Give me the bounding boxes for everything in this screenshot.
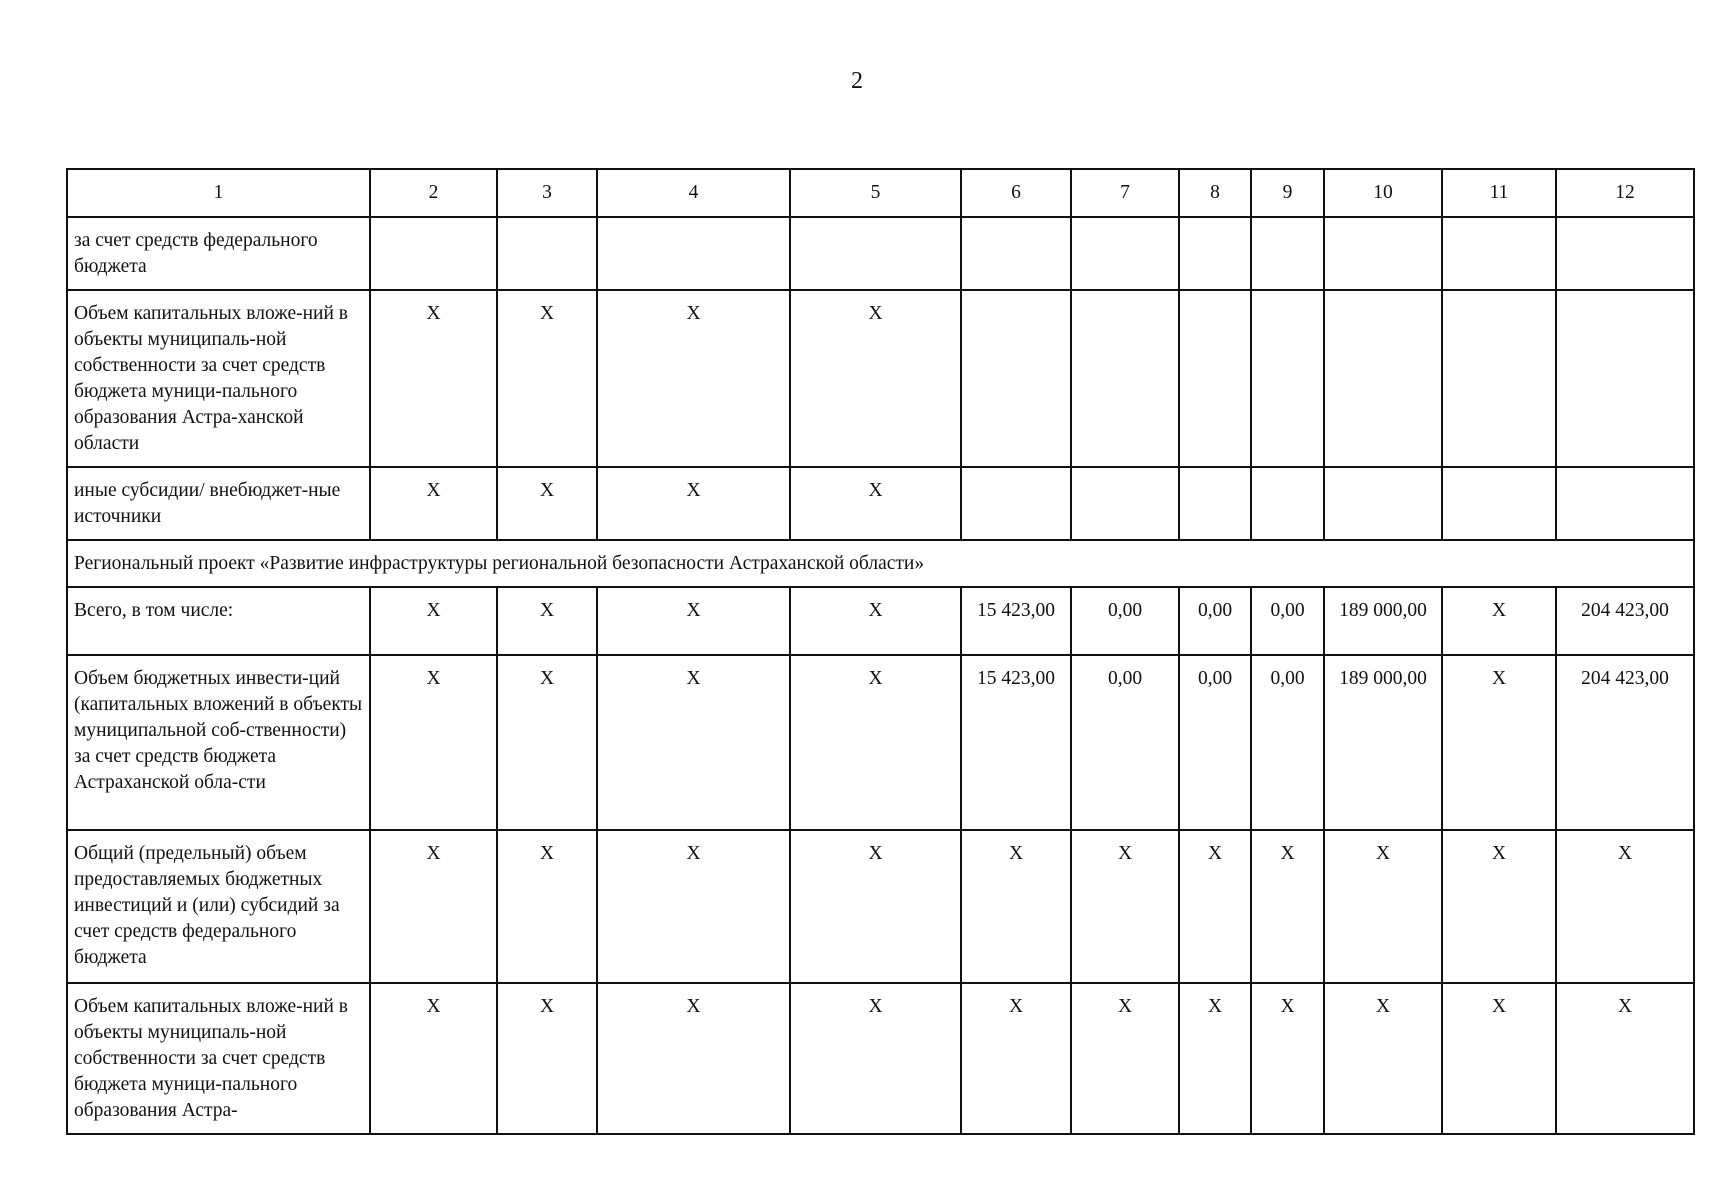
table-cell: X [597, 290, 790, 467]
table-cell [1556, 217, 1694, 290]
table-cell: X [370, 655, 497, 830]
row-label: за счет средств федерального бюджета [67, 217, 370, 290]
table-cell [961, 290, 1071, 467]
row-label: Объем капитальных вложе-ний в объекты муниципаль-ной собственности за счет средств бюджета муници-пального образования Астра- [67, 983, 370, 1134]
regional-project-title: Региональный проект «Развитие инфраструктуры региональной безопасности Астраханской области» [67, 540, 1694, 587]
table-cell: X [961, 830, 1071, 983]
table-cell [1324, 217, 1442, 290]
table-cell: 15 423,00 [961, 587, 1071, 655]
table-row-capital-investments [67, 290, 1694, 467]
row-label: иные субсидии/ внебюджет-ные источники [67, 467, 370, 540]
table-cell: 204 423,00 [1556, 587, 1694, 655]
page-number: 2 [851, 68, 863, 94]
table-row-federal-budget [67, 217, 1694, 290]
table-cell: 0,00 [1071, 587, 1179, 655]
table-cell: X [1324, 830, 1442, 983]
table-cell: X [790, 290, 961, 467]
table-cell: X [497, 983, 597, 1134]
table-cell [790, 217, 961, 290]
table-row-total [67, 587, 1694, 655]
table-cell [597, 217, 790, 290]
column-number: 5 [790, 169, 961, 217]
table-cell [961, 467, 1071, 540]
table-cell [1179, 467, 1251, 540]
column-number: 9 [1251, 169, 1324, 217]
table-cell: X [597, 983, 790, 1134]
table-cell: X [497, 467, 597, 540]
table-cell: X [790, 983, 961, 1134]
table-cell [497, 217, 597, 290]
table-cell: X [790, 587, 961, 655]
table-cell: X [1179, 983, 1251, 1134]
table-cell [1556, 290, 1694, 467]
table-cell: X [370, 290, 497, 467]
table-cell: 0,00 [1179, 655, 1251, 830]
table-cell [1324, 290, 1442, 467]
table-row-regional-project [67, 540, 1694, 587]
table-cell: X [370, 983, 497, 1134]
table-row-capital-investments-municipal [67, 983, 1694, 1134]
table-cell: X [497, 290, 597, 467]
table-cell: 189 000,00 [1324, 655, 1442, 830]
table-cell [1324, 467, 1442, 540]
column-number: 10 [1324, 169, 1442, 217]
table-cell: 0,00 [1251, 655, 1324, 830]
table-cell: X [597, 467, 790, 540]
table-cell [1251, 467, 1324, 540]
column-number: 8 [1179, 169, 1251, 217]
column-number: 6 [961, 169, 1071, 217]
table-cell: X [1324, 983, 1442, 1134]
table-cell [961, 217, 1071, 290]
table-cell: X [370, 830, 497, 983]
table-cell: X [1442, 830, 1556, 983]
table-cell: X [790, 830, 961, 983]
column-number: 7 [1071, 169, 1179, 217]
table-cell [1251, 217, 1324, 290]
table-cell [1071, 467, 1179, 540]
table-cell [1442, 467, 1556, 540]
table-cell: 0,00 [1251, 587, 1324, 655]
table-cell: X [790, 467, 961, 540]
table-cell: X [1071, 983, 1179, 1134]
table-cell: X [597, 830, 790, 983]
table-cell [1179, 217, 1251, 290]
row-label: Общий (предельный) объем предоставляемых бюджетных инвестиций и (или) субсидий за счет средств федерального бюджета [67, 830, 370, 983]
budget-table [66, 168, 1695, 1135]
column-numbers-row [67, 169, 1694, 217]
table-row-budget-investments [67, 655, 1694, 830]
table-cell: 15 423,00 [961, 655, 1071, 830]
table-cell: X [370, 587, 497, 655]
column-number: 12 [1556, 169, 1694, 217]
table-cell: X [370, 467, 497, 540]
table-row-total-limit [67, 830, 1694, 983]
row-label: Объем бюджетных инвести-ций (капитальных вложений в объекты муниципальной соб-ственности) за счет средств бюджета Астраханской обла-сти [67, 655, 370, 830]
table-cell: X [497, 830, 597, 983]
table-cell: 189 000,00 [1324, 587, 1442, 655]
table-cell: X [961, 983, 1071, 1134]
table-cell: X [1556, 983, 1694, 1134]
table-cell: X [597, 587, 790, 655]
table-cell: X [1251, 983, 1324, 1134]
table-cell: X [597, 655, 790, 830]
table-cell: X [1442, 655, 1556, 830]
table-cell: X [1179, 830, 1251, 983]
table-cell [1251, 290, 1324, 467]
table-cell [1071, 217, 1179, 290]
table-cell: X [1442, 983, 1556, 1134]
table-cell: X [1556, 830, 1694, 983]
row-label: Всего, в том числе: [67, 587, 370, 655]
table-cell: X [1071, 830, 1179, 983]
table-cell [370, 217, 497, 290]
table-cell: 0,00 [1179, 587, 1251, 655]
table-cell [1071, 290, 1179, 467]
column-number: 1 [67, 169, 370, 217]
table-cell: X [1442, 587, 1556, 655]
row-label: Объем капитальных вложе-ний в объекты муниципаль-ной собственности за счет средств бюджета муници-пального образования Астра-ханской области [67, 290, 370, 467]
column-number: 11 [1442, 169, 1556, 217]
table-cell: X [497, 587, 597, 655]
column-number: 2 [370, 169, 497, 217]
table-cell [1179, 290, 1251, 467]
column-number: 4 [597, 169, 790, 217]
column-number: 3 [497, 169, 597, 217]
table-cell [1442, 290, 1556, 467]
table-cell [1442, 217, 1556, 290]
table-cell: X [1251, 830, 1324, 983]
table-cell: 204 423,00 [1556, 655, 1694, 830]
table-cell: X [497, 655, 597, 830]
table-cell [1556, 467, 1694, 540]
table-cell: 0,00 [1071, 655, 1179, 830]
table-row-other-subsidies [67, 467, 1694, 540]
table-cell: X [790, 655, 961, 830]
